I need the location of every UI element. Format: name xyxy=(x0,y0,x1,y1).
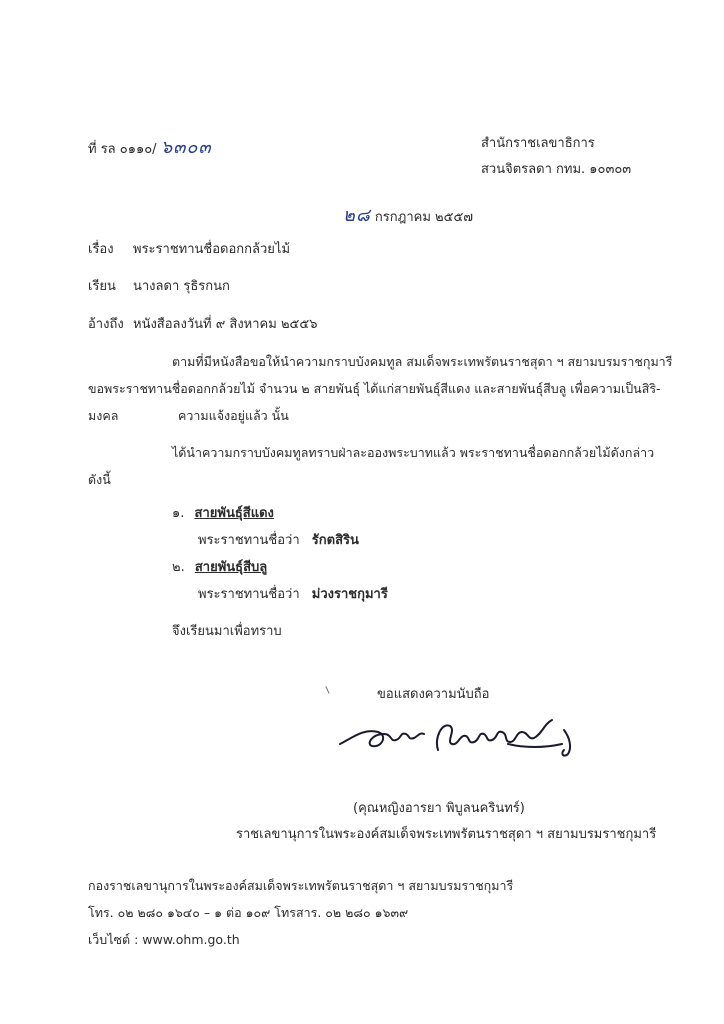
body-para2-line2: ดังนี้ xyxy=(88,472,111,487)
footer-phone: โทร. ๐๒ ๒๘๐ ๑๖๔๐ – ๑ ต่อ ๑๐๙ โทรสาร. ๐๒ ๒๘๐ ๑๖๓๙ xyxy=(88,905,409,920)
item-1-heading xyxy=(172,502,274,523)
recipient-value: นางลดา รุธิรกนก xyxy=(133,279,230,294)
subject-value: พระราชทานชื่อดอกกล้วยไม้ xyxy=(133,242,291,257)
signatory-name: (คุณหญิงอารยา พิบูลนครินทร์) xyxy=(353,801,525,816)
body-para1-line3a: มงคล xyxy=(88,408,119,423)
footer-organization: กองราชเลขานุการในพระองค์สมเด็จพระเทพรัตนราชสุดา ฯ สยามบรมราชกุมารี xyxy=(88,878,514,893)
subject-label: เรื่อง xyxy=(88,242,114,257)
reference-number-label: ที่ รล ๐๑๑๐/ xyxy=(88,142,157,157)
item-1-name-line xyxy=(198,529,359,550)
reference-label: อ้างถึง xyxy=(88,317,124,332)
sender-address: สวนจิตรลดา กทม. ๑๐๓๐๓ xyxy=(481,162,632,177)
signatory-position: ราชเลขานุการในพระองค์สมเด็จพระเทพรัตนราชสุดา ฯ สยามบรมราชกุมารี xyxy=(236,827,657,842)
body-para2-line1: ได้นำความกราบบังคมทูลทราบฝ่าละอองพระบาทแล้ว พระราชทานชื่อดอกกล้วยไม้ดังกล่าว xyxy=(172,445,655,460)
item-2-prefix: พระราชทานชื่อว่า xyxy=(198,587,300,602)
item-2-name-line xyxy=(198,583,388,604)
item-1-prefix: พระราชทานชื่อว่า xyxy=(198,533,300,548)
item-2-strain: สายพันธุ์สีบลู xyxy=(194,560,268,575)
body-para1-line1: ตามที่มีหนังสือขอให้นำความกราบบังคมทูล สมเด็จพระเทพรัตนราชสุดา ฯ สยามบรมราชกุมารี xyxy=(172,354,673,369)
regards-text: ขอแสดงความนับถือ xyxy=(377,687,490,702)
item-2-name: ม่วงราชกุมารี xyxy=(311,587,388,602)
item-1-name: รักตสิริน xyxy=(311,533,359,548)
date-day-handwritten: ๒๘ xyxy=(343,205,371,226)
item-1-strain: สายพันธุ์สีแดง xyxy=(194,506,274,521)
closing-line: จึงเรียนมาเพื่อทราบ xyxy=(172,624,282,639)
reference-value: หนังสือลงวันที่ ๙ สิงหาคม ๒๕๕๖ xyxy=(133,317,318,332)
body-para1-line2: ขอพระราชทานชื่อดอกกล้วยไม้ จำนวน ๒ สายพันธุ์ ได้แก่สายพันธุ์สีแดง และสายพันธุ์สีบลู เพื่อความเป็นสิริ- xyxy=(88,381,661,396)
item-2-number: ๒. xyxy=(172,560,185,575)
item-1-number: ๑. xyxy=(172,506,185,521)
footer-website: เว็บไซต์ : www.ohm.go.th xyxy=(88,932,240,947)
sender-office: สำนักราชเลขาธิการ xyxy=(481,136,595,151)
reference-number xyxy=(88,132,212,161)
date-month-year: กรกฎาคม ๒๕๕๗ xyxy=(374,210,474,225)
stray-mark xyxy=(325,686,329,694)
body-para1-line3b: ความแจ้งอยู่แล้ว นั้น xyxy=(178,408,289,423)
letter-date xyxy=(343,200,473,229)
reference-number-handwritten: ๖๓๐๓ xyxy=(160,137,212,158)
handwritten-signature xyxy=(338,708,588,768)
item-2-heading xyxy=(172,556,267,577)
recipient-label: เรียน xyxy=(88,279,116,294)
